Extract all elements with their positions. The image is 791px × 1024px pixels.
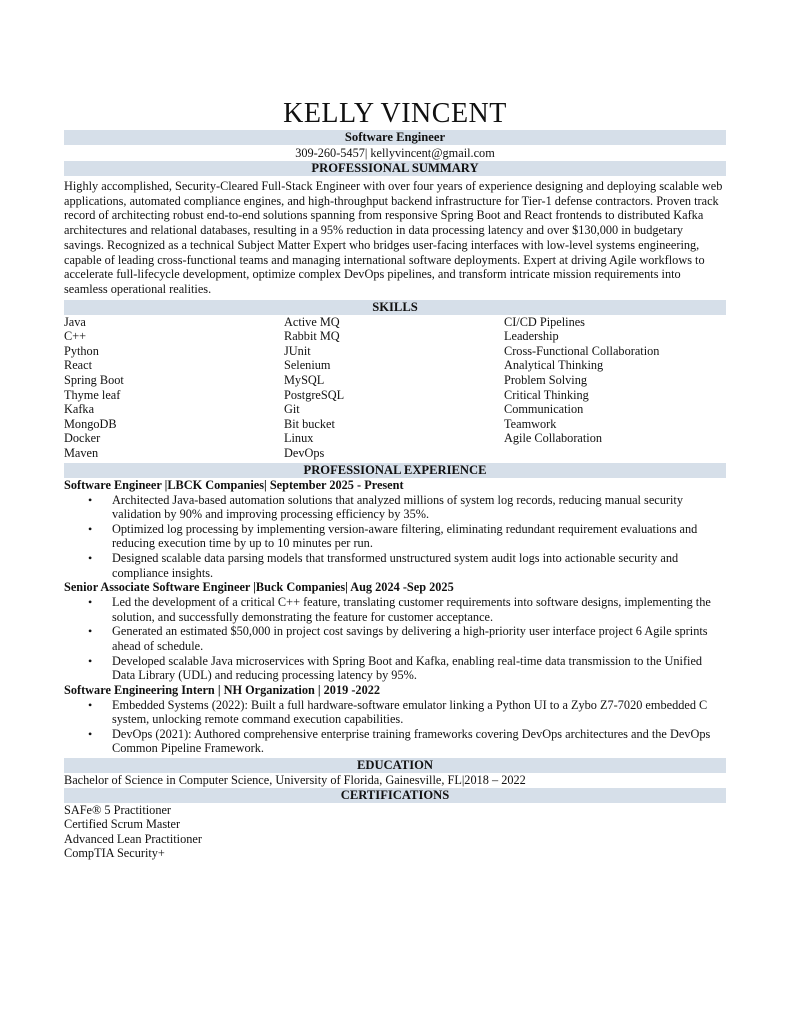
- job-bullets: [64, 493, 726, 581]
- bullet-text: Architected Java-based automation solutions that analyzed millions of system log records, reducing manual security validation by 90% and improving processing efficiency by 35%.: [112, 492, 683, 522]
- skill-item: MongoDB: [64, 416, 117, 431]
- bullet-text: Designed scalable data parsing models that transformed unstructured system audit logs into actionable security and compliance insights.: [112, 550, 679, 580]
- skill-item: Rabbit MQ: [284, 329, 340, 344]
- skill-item: Git: [284, 402, 300, 417]
- job-title-line: Software Engineering Intern | NH Organization | 2019 -2022: [64, 682, 381, 697]
- skills-grid: [64, 315, 726, 461]
- job-title-line: Software Engineer |LBCK Companies| September 2025 - Present: [64, 477, 404, 492]
- skill-item: Critical Thinking: [504, 387, 589, 402]
- bullet-item: [64, 624, 726, 653]
- bullet-icon: •: [88, 595, 93, 610]
- bullet-icon: •: [88, 624, 93, 639]
- skill-item: PostgreSQL: [284, 387, 345, 402]
- bullet-icon: •: [88, 653, 93, 668]
- bullet-icon: •: [88, 697, 93, 712]
- job-title-line: Senior Associate Software Engineer |Buck Companies| Aug 2024 -Sep 2025: [64, 580, 454, 595]
- bullet-icon: •: [88, 726, 93, 741]
- job-title-band: Software Engineer: [64, 130, 726, 145]
- skill-item: Docker: [64, 431, 101, 446]
- skill-item: Kafka: [64, 402, 95, 417]
- certifications-heading: CERTIFICATIONS: [64, 788, 726, 803]
- job-bullets: [64, 698, 726, 756]
- skill-item: Selenium: [284, 358, 331, 373]
- bullet-item: [64, 551, 726, 580]
- skill-item: Maven: [64, 445, 99, 460]
- skill-item: JUnit: [284, 343, 311, 358]
- bullet-item: [64, 654, 726, 683]
- bullet-item: [64, 493, 726, 522]
- bullet-text: DevOps (2021): Authored comprehensive enterprise training frameworks covering DevOps architectures and the DevOps Common Pipeline Framework.: [112, 726, 711, 756]
- bullet-icon: •: [88, 492, 93, 507]
- bullet-icon: •: [88, 550, 93, 565]
- experience-heading: PROFESSIONAL EXPERIENCE: [64, 463, 726, 478]
- skills-column-1: [64, 315, 284, 461]
- education-text: Bachelor of Science in Computer Science, University of Florida, Gainesville, FL|2018 – 2022: [64, 773, 526, 788]
- skill-item: Active MQ: [284, 314, 340, 329]
- summary-heading: PROFESSIONAL SUMMARY: [64, 161, 726, 176]
- skill-item: Agile Collaboration: [504, 431, 603, 446]
- job-bullets: [64, 595, 726, 683]
- certification-item: Certified Scrum Master: [64, 817, 181, 832]
- summary-text: Highly accomplished, Security-Cleared Full-Stack Engineer with over four years of experience designing and deploying scalable web applications, automated compliance engines, and high-throughput backend infrastructure for Tier-1 defense contractors. Proven track record of architecting robust end-to-end solutions spanning from responsive Spring Boot and React frontends to distributed Kafka architectures and relational databases, resulting in a 95% reduction in data processing latency and over $130,000 in budgetary savings. Recognized as a technical Subject Matter Expert who bridges user-facing interfaces with low-level systems engineering, capable of leading cross-functional teams and managing international software deployments. Expert at driving Agile workflows to accelerate full-lifecycle development, optimize complex DevOps pipelines, and transform intricate mission requirements into seamless operational realities.: [64, 179, 723, 296]
- bullet-icon: •: [88, 521, 93, 536]
- education-heading: EDUCATION: [64, 758, 726, 773]
- bullet-item: [64, 727, 726, 756]
- skill-item: DevOps: [284, 445, 325, 460]
- resume-content: [64, 98, 726, 861]
- skill-item: React: [64, 358, 92, 373]
- skill-item: Cross-Functional Collaboration: [504, 343, 660, 358]
- bullet-text: Developed scalable Java microservices with Spring Boot and Kafka, enabling real-time data transmission to the Unified Data Library (UDL) and reducing processing latency by 95%.: [112, 653, 703, 683]
- skills-column-3: [504, 315, 726, 461]
- bullet-text: Embedded Systems (2022): Built a full hardware-software emulator linking a Python UI to a Zybo Z7-7020 embedded C system, unlocking remote command execution capabilities.: [112, 697, 708, 727]
- certification-item: Advanced Lean Practitioner: [64, 831, 202, 846]
- contact-line: 309-260-5457| kellyvincent@gmail.com: [295, 146, 495, 160]
- bullet-item: [64, 522, 726, 551]
- skill-item: Teamwork: [504, 416, 557, 431]
- skill-item: Spring Boot: [64, 373, 124, 387]
- skill-item: Python: [64, 343, 99, 358]
- skill-item: MySQL: [284, 373, 325, 387]
- skill-item: Linux: [284, 431, 314, 446]
- skills-heading: SKILLS: [64, 300, 726, 315]
- skill-item: Java: [64, 314, 86, 329]
- bullet-item: [64, 698, 726, 727]
- skill-item: C++: [64, 329, 87, 344]
- candidate-name: KELLY VINCENT: [283, 98, 507, 129]
- skill-item: Thyme leaf: [64, 387, 121, 402]
- skill-item: CI/CD Pipelines: [504, 314, 585, 329]
- certification-item: SAFe® 5 Practitioner: [64, 802, 172, 817]
- bullet-item: [64, 595, 726, 624]
- skill-item: Problem Solving: [504, 373, 588, 387]
- bullet-text: Led the development of a critical C++ feature, translating customer requirements into software designs, implementing the solution, and successfully demonstrating the feature for customer acceptance.: [112, 595, 711, 624]
- skill-item: Leadership: [504, 329, 559, 344]
- skill-item: Analytical Thinking: [504, 358, 604, 373]
- skills-column-2: [284, 315, 504, 461]
- bullet-text: Generated an estimated $50,000 in project cost savings by delivering a high-priority user interface project 6 Agile sprints ahead of schedule.: [112, 624, 708, 653]
- skill-item: Communication: [504, 402, 584, 417]
- certification-item: CompTIA Security+: [64, 846, 165, 861]
- skill-item: Bit bucket: [284, 416, 335, 431]
- bullet-text: Optimized log processing by implementing version-aware filtering, eliminating redundant requirement evaluations and reducing execution time by up to 10 minutes per run.: [112, 521, 698, 551]
